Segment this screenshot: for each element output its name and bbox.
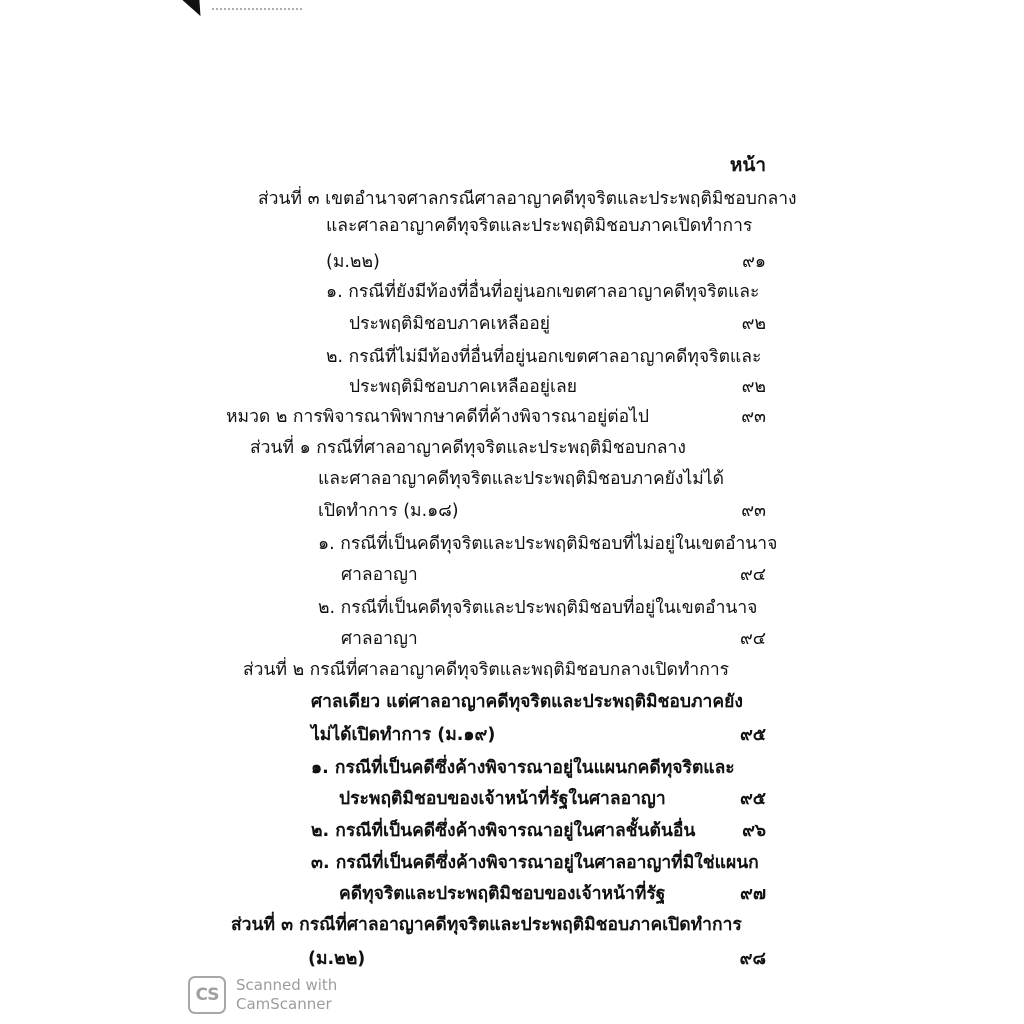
toc-page-number: ๙๓ xyxy=(741,407,766,427)
toc-page-number: ๙๒ xyxy=(741,314,766,334)
toc-entry-text: ๒. กรณีที่เป็นคดีทุจริตและประพฤติมิชอบที่อยู่ในเขตอำนาจ xyxy=(318,598,758,618)
toc-page-number: ๙๕ xyxy=(739,725,766,745)
toc-entry-text: คดีทุจริตและประพฤติมิชอบของเจ้าหน้าที่รัฐ xyxy=(339,884,666,904)
toc-entry-text: และศาลอาญาคดีทุจริตและประพฤติมิชอบภาคเปิดทำการ xyxy=(326,216,753,236)
toc-page-number: ๙๑ xyxy=(742,252,766,272)
toc-page-number: ๙๖ xyxy=(742,821,766,841)
toc-entry-text: ศาลอาญา xyxy=(341,565,418,585)
toc-entry-text: ประพฤติมิชอบของเจ้าหน้าที่รัฐในศาลอาญา xyxy=(339,789,666,809)
toc-entry-text: ศาลอาญา xyxy=(341,629,418,649)
toc-page-number: ๙๔ xyxy=(739,629,766,649)
watermark-text xyxy=(236,976,337,1014)
toc-page-number: ๙๘ xyxy=(739,949,766,969)
toc-page-number: ๙๗ xyxy=(740,884,766,904)
toc-entry-text: ส่วนที่ ๑ กรณีที่ศาลอาญาคดีทุจริตและประพฤติมิชอบกลาง xyxy=(250,438,686,458)
toc-entry-text: หมวด ๒ การพิจารณาพิพากษาคดีที่ค้างพิจารณาอยู่ต่อไป xyxy=(226,407,649,427)
toc-entry-text: ๑. กรณีที่เป็นคดีซึ่งค้างพิจารณาอยู่ในแผนกคดีทุจริตและ xyxy=(311,758,735,778)
toc-page-number: ๙๓ xyxy=(741,501,766,521)
camscanner-logo-icon: CS xyxy=(188,976,226,1014)
toc-entry-text: ๒. กรณีที่เป็นคดีซึ่งค้างพิจารณาอยู่ในศาลชั้นต้นอื่น xyxy=(311,821,696,841)
toc-entry-text: ๑. กรณีที่ยังมีท้องที่อื่นที่อยู่นอกเขตศาลอาญาคดีทุจริตและ xyxy=(326,282,760,302)
toc-entry-text: ๓. กรณีที่เป็นคดีซึ่งค้างพิจารณาอยู่ในศาลอาญาที่มิใช่แผนก xyxy=(311,853,759,873)
toc-entry-text: ประพฤติมิชอบภาคเหลืออยู่ xyxy=(349,314,551,334)
toc-entry-text: ๑. กรณีที่เป็นคดีทุจริตและประพฤติมิชอบที่ไม่อยู่ในเขตอำนาจ xyxy=(318,534,778,554)
toc-entry-text: ๒. กรณีที่ไม่มีท้องที่อื่นที่อยู่นอกเขตศาลอาญาคดีทุจริตและ xyxy=(326,347,762,367)
page-column-header: หน้า xyxy=(729,154,766,176)
toc-entry-text: เปิดทำการ (ม.๑๘) xyxy=(318,501,459,521)
watermark-line-2: CamScanner xyxy=(236,995,332,1013)
toc-entry-text: ส่วนที่ ๒ กรณีที่ศาลอาญาคดีทุจริตและพฤติมิชอบกลางเปิดทำการ xyxy=(243,660,730,680)
toc-entry-text: ส่วนที่ ๓ เขตอำนาจศาลกรณีศาลอาญาคดีทุจริตและประพฤติมิชอบกลาง xyxy=(258,189,797,209)
toc-entry-text: ส่วนที่ ๓ กรณีที่ศาลอาญาคดีทุจริตและประพฤติมิชอบภาคเปิดทำการ xyxy=(231,915,742,935)
toc-page-number: ๙๒ xyxy=(741,377,766,397)
toc-page-number: ๙๕ xyxy=(739,789,766,809)
toc-entry-text: ศาลเดียว แต่ศาลอาญาคดีทุจริตและประพฤติมิชอบภาคยัง xyxy=(311,692,743,712)
toc-entry-text: (ม.๒๒) xyxy=(326,252,380,272)
toc-entry-text: และศาลอาญาคดีทุจริตและประพฤติมิชอบภาคยังไม่ได้ xyxy=(318,469,724,489)
toc-entry-text: (ม.๒๒) xyxy=(308,949,366,969)
toc-page-number: ๙๔ xyxy=(739,565,766,585)
toc-entry-text: ไม่ได้เปิดทำการ (ม.๑๙) xyxy=(311,725,496,745)
watermark-line-1: Scanned with xyxy=(236,976,338,994)
toc-entry-text: ประพฤติมิชอบภาคเหลืออยู่เลย xyxy=(349,377,577,397)
camscanner-watermark xyxy=(188,976,337,1014)
